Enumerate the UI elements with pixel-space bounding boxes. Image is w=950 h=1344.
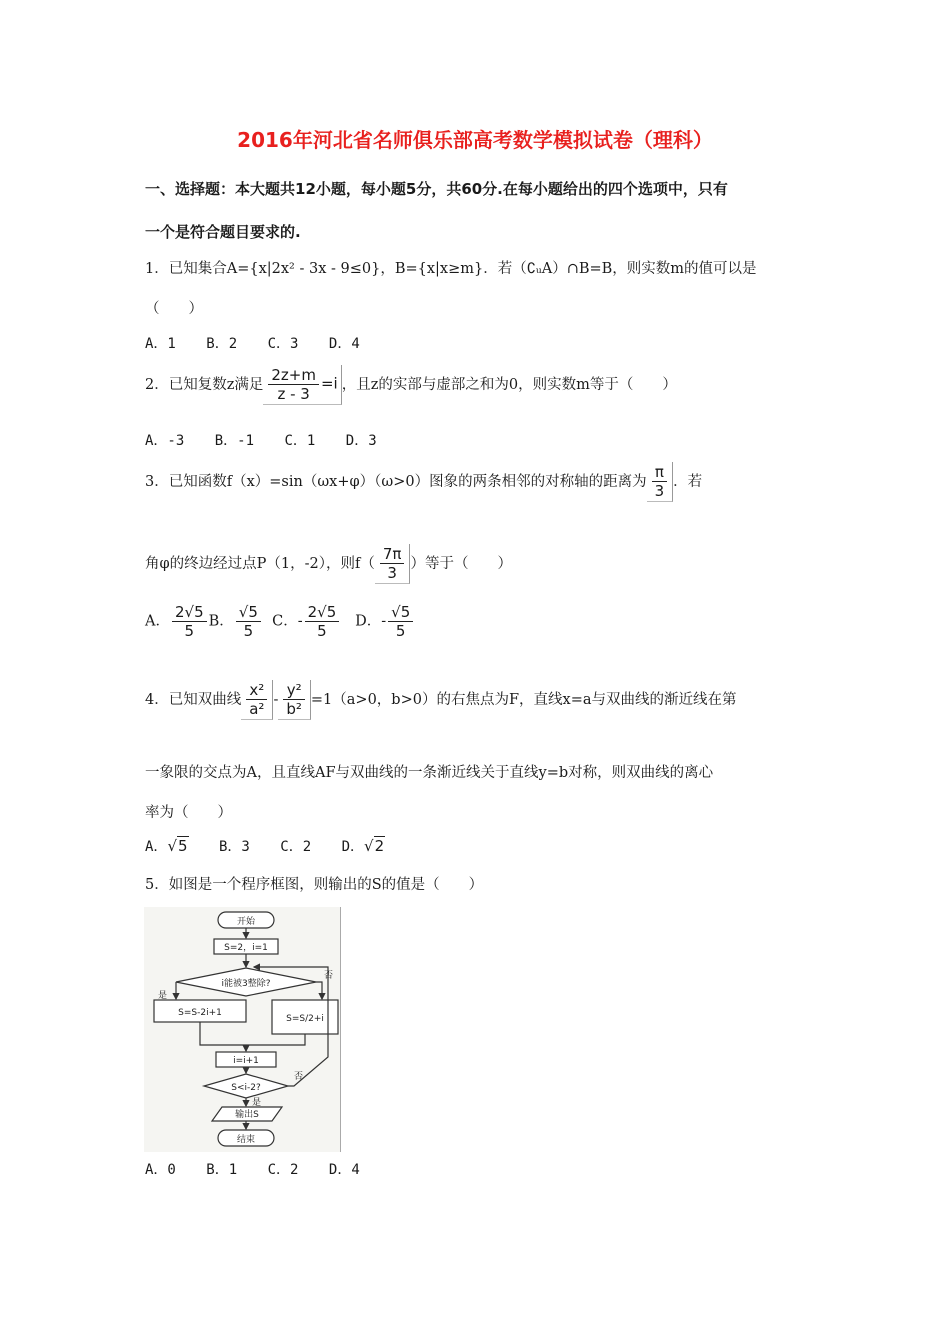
q3-option-a-label: A．: [145, 613, 170, 630]
q4-option-d-label: D．: [341, 839, 365, 855]
q3-line2-suffix: ）等于（ ）: [410, 556, 512, 572]
q3-option-c-numerator: 2√5: [305, 603, 340, 622]
q3-fraction-pi-over-3-box: [647, 462, 674, 502]
q4-option-c: C．2: [280, 839, 312, 855]
flow-yes2-label: 是: [252, 1098, 262, 1108]
q2-suffix: ，且z的实部与虚部之和为0，则实数m等于（ ）: [341, 377, 677, 393]
q3-stem-line-2: [145, 544, 512, 584]
q4-fraction-x2-a2: [246, 681, 267, 718]
q3-option-a-fraction: [172, 603, 207, 640]
q4-option-a-sqrt: √5: [167, 837, 188, 855]
q3-option-b-fraction: [236, 603, 261, 640]
q2-fraction-box: [263, 365, 341, 405]
q4-f2-denominator: b²: [286, 700, 302, 718]
q3-line2-prefix: 角φ的终边经过点P（1，-2），则f（: [145, 556, 375, 572]
q4-suffix: =1（a>0，b>0）的右焦点为F，直线x=a与双曲线的渐近线在第: [310, 692, 737, 708]
section-heading-line-2: 一个是符合题目要求的.: [145, 223, 301, 241]
flow-cond1-label: i能被3整除?: [221, 979, 271, 989]
q3-prefix: 3．已知函数f（x）=sin（ωx+φ）（ω>0）图象的两条相邻的对称轴的距离为: [145, 474, 647, 490]
q1-options: [145, 333, 382, 353]
q2-option-a: A．-3: [145, 433, 185, 449]
flow-init-label: S=2，i=1: [224, 943, 268, 953]
flow-start-label: 开始: [236, 917, 256, 927]
q3-fraction-7pi-over-3-box: [375, 544, 411, 584]
q4-minus: -: [273, 692, 279, 708]
q2-option-d: D．3: [345, 433, 377, 449]
section-heading-line-1: 一、选择题：本大题共12小题，每小题5分，共60分.在每小题给出的四个选项中，只有: [145, 180, 728, 198]
q4-f1-numerator: x²: [246, 681, 267, 700]
q4-prefix: 4．已知双曲线: [145, 692, 242, 708]
q5-stem: 5．如图是一个程序框图，则输出的S的值是（ ）: [145, 877, 484, 893]
q3-frac1-denominator: 3: [654, 482, 665, 500]
q3-options: [145, 603, 415, 640]
flow-right-box-label: S=S/2+i: [286, 1014, 324, 1024]
q5-option-c: C．2: [267, 1162, 299, 1178]
q3-stem-line-1: [145, 462, 702, 502]
q2-prefix: 2．已知复数z满足: [145, 377, 264, 393]
q1-stem: 1．已知集合A={x|2x² - 3x - 9≤0}，B={x|x≥m}．若（∁ᵤA）∩B=B，则实数m的值可以是: [145, 261, 757, 277]
q2-stem: [145, 365, 677, 405]
q3-option-d-label: D．-: [355, 613, 387, 630]
q2-fraction-denominator: z - 3: [277, 385, 310, 403]
q4-stem-line-2: 一象限的交点为A，且直线AF与双曲线的一条渐近线关于直线y=b对称，则双曲线的离心: [145, 765, 714, 781]
q3-option-a-numerator: 2√5: [172, 603, 207, 622]
q3-option-a-denominator: 5: [184, 622, 195, 640]
q4-option-d-radicand: 2: [374, 837, 385, 855]
q2-options: [145, 430, 399, 450]
q5-option-d: D．4: [328, 1162, 360, 1178]
flow-no2-label: 否: [294, 1072, 304, 1082]
q3-option-b-label: B．: [208, 613, 234, 630]
flow-output-label: 输出S: [235, 1110, 259, 1120]
q4-option-d-sqrt: √2: [364, 837, 385, 855]
page-title: 2016年河北省名师俱乐部高考数学模拟试卷（理科）: [237, 128, 713, 152]
q5-option-b: B．1: [206, 1162, 238, 1178]
q4-option-a-label: A．: [145, 839, 168, 855]
q4-f1-denominator: a²: [249, 700, 265, 718]
q4-option-a-radicand: 5: [178, 837, 188, 855]
q4-options: [145, 836, 407, 856]
q2-fraction-equals: =i: [320, 374, 338, 393]
q3-option-d-numerator: √5: [388, 603, 413, 622]
flow-increment-label: i=i+1: [233, 1056, 259, 1066]
q3-suffix-1: ．若: [673, 474, 703, 490]
flow-no1-label: 否: [324, 971, 334, 981]
q1-answer-paren: （ ）: [145, 301, 203, 317]
q3-frac2-denominator: 3: [387, 564, 397, 582]
q1-option-b: B．2: [206, 336, 238, 352]
q2-fraction: [268, 366, 319, 403]
q3-frac1-numerator: π: [652, 463, 668, 482]
flow-left-box-label: S=S-2i+1: [178, 1008, 222, 1018]
q4-option-d: [342, 836, 386, 856]
q3-fraction-pi-over-3: [652, 463, 668, 500]
q4-stem-line-3: 率为（ ）: [145, 805, 232, 821]
q4-option-b: B．3: [218, 839, 250, 855]
q4-stem-line-1: [145, 680, 737, 720]
q2-fraction-numerator: 2z+m: [268, 366, 319, 385]
q3-option-c-label: C．-: [272, 613, 303, 630]
q1-option-d: D．4: [328, 336, 360, 352]
q1-option-c: C．3: [267, 336, 299, 352]
q3-frac2-numerator: 7π: [380, 545, 405, 564]
flowchart-figure: [144, 907, 341, 1152]
flowchart-svg: [144, 907, 340, 1152]
flow-end-label: 结束: [236, 1135, 256, 1145]
q4-option-a: [145, 836, 189, 856]
q4-f2-numerator: y²: [283, 681, 305, 700]
flow-cond2-label: S<i-2?: [231, 1083, 261, 1093]
q3-option-d-denominator: 5: [395, 622, 406, 640]
q5-option-a: A．0: [145, 1162, 176, 1178]
q3-option-c-denominator: 5: [317, 622, 327, 640]
flow-yes1-label: 是: [158, 991, 168, 1001]
q3-option-c-fraction: [305, 603, 340, 640]
q4-fraction-y2-b2: [283, 681, 305, 718]
q4-fraction-y2-b2-box: [278, 680, 311, 720]
q3-option-b-denominator: 5: [243, 622, 254, 640]
q5-options: [145, 1159, 382, 1179]
q2-option-b: B．-1: [214, 433, 255, 449]
q2-option-c: C．1: [284, 433, 316, 449]
q4-fraction-x2-a2-box: [241, 680, 273, 720]
q1-option-a: A．1: [145, 336, 176, 352]
q3-option-d-fraction: [388, 603, 413, 640]
q3-option-b-numerator: √5: [236, 603, 261, 622]
q3-fraction-7pi-over-3: [380, 545, 405, 582]
